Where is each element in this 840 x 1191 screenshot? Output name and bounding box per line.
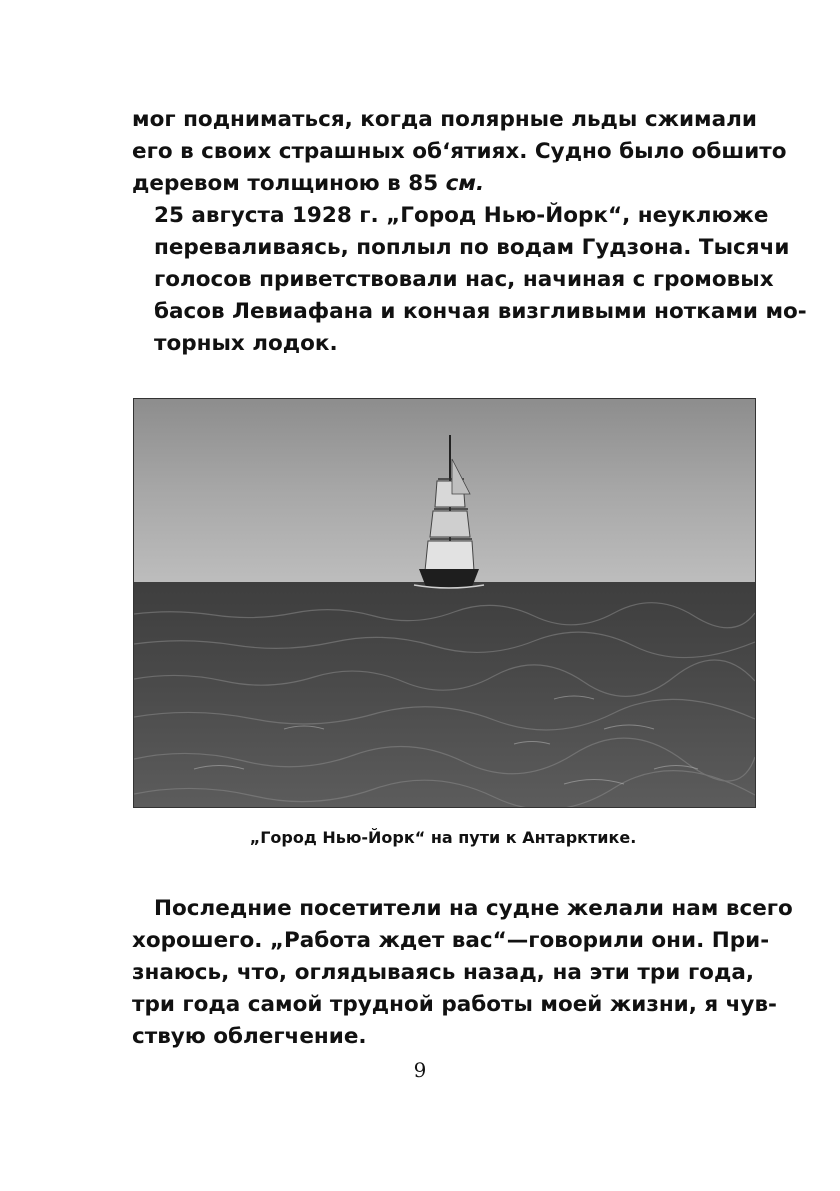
ship-photo	[133, 398, 756, 808]
text-line: хорошего. „Работа ждет вас“—говорили они. При-	[132, 928, 770, 953]
paragraph-3	[132, 893, 793, 1053]
text-line: ствую облегчение.	[132, 1024, 367, 1049]
paragraph-2	[132, 200, 807, 360]
top-text	[132, 104, 807, 360]
text-line: 25 августа 1928 г. „Город Нью-Йорк“, неуклюже	[154, 203, 769, 228]
text-line: Последние посетители на судне желали нам всего	[154, 896, 793, 921]
figure-caption: „Город Нью-Йорк“ на пути к Антарктике.	[249, 828, 637, 847]
text-line: голосов приветствовали нас, начиная с громовых	[154, 267, 774, 292]
text-line: знаюсь, что, оглядываясь назад, на эти три года,	[132, 960, 754, 985]
text-line: три года самой трудной работы моей жизни, я чув-	[132, 992, 777, 1017]
text-line: мог подниматься, когда полярные льды сжимали	[132, 107, 757, 132]
text-line	[132, 168, 754, 200]
page-number: 9	[413, 1058, 427, 1082]
text-line: торных лодок.	[154, 331, 338, 356]
paragraph-1	[132, 104, 787, 200]
text-line-prefix: деревом толщиною в 85	[132, 171, 446, 196]
ship-photo-illustration	[134, 399, 755, 807]
bottom-text	[132, 893, 793, 1053]
text-line: его в своих страшных об‘ятиях. Судно было обшито	[132, 139, 787, 164]
text-line: переваливаясь, поплыл по водам Гудзона. Тысячи	[154, 235, 790, 260]
unit-text: см.	[445, 171, 485, 196]
text-line: басов Левиафана и кончая визгливыми нотками мо-	[154, 299, 807, 324]
